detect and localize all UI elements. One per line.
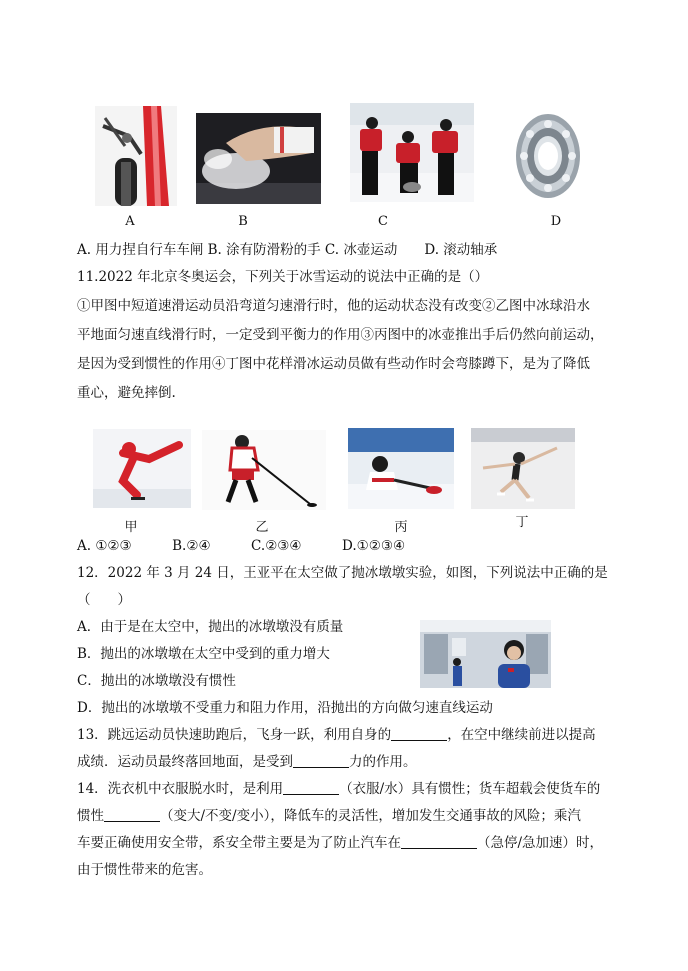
q14-line-3-text-b: （急停/急加速）时，	[477, 835, 604, 851]
q11-body-line-1: ①甲图中短道速滑运动员沿弯道匀速滑行时，他的运动状态没有改变②乙图中冰球沿水	[77, 298, 590, 314]
q13-blank-2[interactable]	[293, 753, 349, 768]
q14-line-4: 由于惯性带来的危害。	[77, 862, 212, 878]
q14-line-1-text-a: 14．洗衣机中衣服脱水时，是利用	[77, 781, 284, 797]
q12-option-d: D．抛出的冰墩墩不受重力和阻力作用，沿抛出的方向做匀速直线运动	[77, 700, 493, 716]
q14-line-3-text-a: 车要正确使用安全带，系安全带主要是为了防止汽车在	[77, 835, 401, 851]
q11-body-line-2: 平地面匀速直线滑行时，一定受到平衡力的作用③丙图中的冰壶推出手后仍然向前运动，	[77, 327, 604, 343]
image-label-ding: 丁	[515, 515, 529, 530]
q13-blank-1[interactable]	[391, 726, 447, 741]
q11-body-line-3: 是因为受到惯性的作用④丁图中花样滑冰运动员做有些动作时会弯膝蹲下，是为了降低	[77, 356, 590, 372]
q12-option-b: B．抛出的冰墩墩在太空中受到的重力增大	[77, 646, 330, 662]
curling-player-image	[348, 428, 454, 509]
q12-option-c: C．抛出的冰墩墩没有惯性	[77, 673, 236, 689]
q12-stem: 12．2022 年 3 月 24 日，王亚平在太空做了抛冰墩墩实验，如图，下列说法中正确的是	[77, 565, 608, 581]
image-label-b: B	[238, 214, 248, 229]
image-label-jia: 甲	[124, 520, 138, 535]
q11-options-line: A. ①②③ B.②④ C.②③④ D.①②③④	[77, 538, 406, 554]
q13-line-2	[77, 752, 417, 772]
image-label-bing: 丙	[394, 520, 408, 535]
q14-blank-3[interactable]	[401, 834, 477, 849]
q14-blank-2[interactable]	[104, 807, 160, 822]
q10-options-line: A. 用力捏自行车车闸 B. 涂有防滑粉的手 C. 冰壶运动 D. 滚动轴承	[77, 242, 498, 258]
q13-line-2-text-a: 成绩．运动员最终落回地面，是受到	[77, 754, 293, 770]
q12-option-a: A．由于是在太空中，抛出的冰墩墩没有质量	[77, 619, 344, 635]
q14-line-2-text-a: 惯性	[77, 808, 104, 824]
q14-line-1	[77, 779, 600, 799]
q13-line-1-text-a: 13．跳远运动员快速助跑后，飞身一跃，利用自身的	[77, 727, 392, 743]
q14-line-3	[77, 833, 603, 853]
q11-body-line-4: 重心，避免摔倒.	[77, 385, 176, 401]
q13-line-1	[77, 725, 596, 745]
speed-skater-image	[93, 429, 191, 508]
ball-bearing-image	[510, 108, 586, 204]
image-label-a: A	[125, 214, 135, 229]
image-label-d: D	[550, 214, 562, 229]
q13-line-1-text-b: ，在空中继续前进以提高	[447, 727, 596, 743]
q14-blank-1[interactable]	[283, 780, 339, 795]
space-station-image	[420, 620, 551, 688]
q14-line-2-text-b: （变大/不变/变小），降低车的灵活性，增加发生交通事故的风险；乘汽	[160, 808, 581, 824]
bicycle-brake-image	[95, 106, 177, 206]
powdered-hand-image	[196, 113, 321, 204]
q14-line-2	[77, 806, 581, 826]
q14-line-1-text-b: （衣服/水）具有惯性；货车超载会使货车的	[339, 781, 601, 797]
q12-paren: （ ）	[77, 592, 131, 608]
figure-skater-image	[471, 428, 575, 509]
image-label-yi: 乙	[255, 520, 269, 535]
q13-line-2-text-b: 力的作用。	[349, 754, 417, 770]
q11-stem: 11.2022 年北京冬奥运会，下列关于冰雪运动的说法中正确的是（）	[77, 269, 489, 285]
image-label-c: C	[378, 214, 388, 229]
ice-hockey-image	[202, 430, 326, 510]
curling-team-image	[350, 103, 474, 202]
